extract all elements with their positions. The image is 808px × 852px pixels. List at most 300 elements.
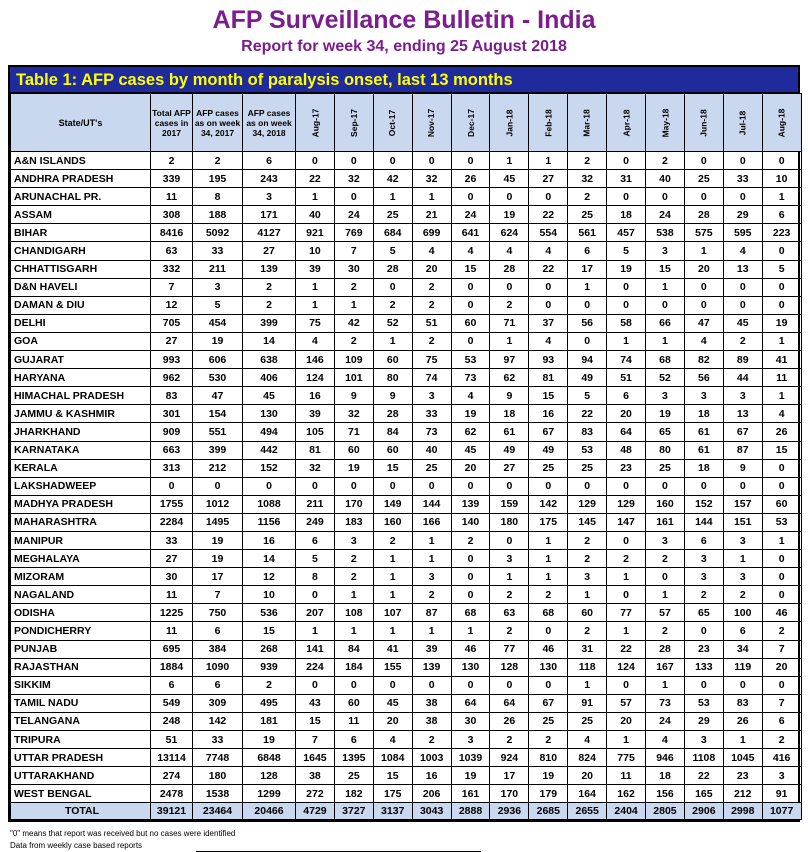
case-count-cell: 25 [529,712,568,730]
case-count-cell: 20 [762,658,801,676]
case-count-cell: 93 [529,351,568,369]
case-count-cell: 22 [684,767,723,785]
case-count-cell: 160 [373,513,412,531]
col-header-week34-2018: AFP cases as on week 34, 2018 [243,94,296,152]
case-count-cell: 25 [646,459,685,477]
table-row [11,206,802,224]
state-name-cell: NAGALAND [11,586,151,604]
case-count-cell: 0 [684,188,723,206]
case-count-cell: 699 [412,224,451,242]
case-count-cell: 18 [684,405,723,423]
case-count-cell: 108 [334,604,373,622]
case-count-cell: 162 [607,785,646,803]
case-count-cell: 1 [646,278,685,296]
case-count-cell: 46 [451,640,490,658]
case-count-cell: 18 [490,405,529,423]
case-count-cell: 0 [723,188,762,206]
case-count-cell: 207 [296,604,335,622]
case-count-cell: 60 [568,604,607,622]
case-count-cell: 87 [723,441,762,459]
case-count-cell: 2 [684,586,723,604]
case-count-cell: 3 [723,568,762,586]
table-row [11,550,802,568]
case-count-cell: 7748 [193,749,243,767]
state-name-cell: GUJARAT [11,351,151,369]
case-count-cell: 57 [646,604,685,622]
case-count-cell: 26 [490,712,529,730]
case-count-cell: 1538 [193,785,243,803]
case-count-cell: 4 [529,242,568,260]
col-header-week34-2017: AFP cases as on week 34, 2017 [193,94,243,152]
case-count-cell: 73 [646,694,685,712]
total-count-cell: 2888 [451,803,490,820]
case-count-cell: 0 [529,278,568,296]
case-count-cell: 14 [243,332,296,350]
case-count-cell: 0 [490,477,529,495]
table-row [11,785,802,803]
case-count-cell: 2 [334,550,373,568]
case-count-cell: 0 [490,188,529,206]
case-count-cell: 24 [646,712,685,730]
case-count-cell: 0 [451,477,490,495]
case-count-cell: 3 [646,242,685,260]
case-count-cell: 4 [684,332,723,350]
case-count-cell: 538 [646,224,685,242]
case-count-cell: 0 [607,296,646,314]
case-count-cell: 182 [334,785,373,803]
case-count-cell: 6 [723,622,762,640]
case-count-cell: 20 [412,260,451,278]
case-count-cell: 3 [334,531,373,549]
case-count-cell: 5092 [193,224,243,242]
month-label: Jun-18 [698,108,709,137]
table-row [11,604,802,622]
case-count-cell: 19 [607,260,646,278]
case-count-cell: 15 [243,622,296,640]
case-count-cell: 0 [529,188,568,206]
case-count-cell: 171 [243,206,296,224]
case-count-cell: 74 [412,369,451,387]
case-count-cell: 243 [243,170,296,188]
case-count-cell: 1 [646,586,685,604]
case-count-cell: 0 [451,188,490,206]
case-count-cell: 128 [243,767,296,785]
case-count-cell: 26 [451,170,490,188]
case-count-cell: 84 [373,423,412,441]
case-count-cell: 19 [193,550,243,568]
case-count-cell: 1 [373,550,412,568]
case-count-cell: 1 [607,568,646,586]
case-count-cell: 22 [529,206,568,224]
case-count-cell: 144 [684,513,723,531]
case-count-cell: 0 [646,568,685,586]
case-count-cell: 0 [723,296,762,314]
col-header-month [451,94,490,152]
case-count-cell: 2 [334,568,373,586]
case-count-cell: 2 [373,296,412,314]
case-count-cell: 161 [451,785,490,803]
state-name-cell: ODISHA [11,604,151,622]
case-count-cell: 1 [373,586,412,604]
case-count-cell: 2 [490,586,529,604]
table-row [11,278,802,296]
case-count-cell: 180 [490,513,529,531]
table-row [11,170,802,188]
case-count-cell: 140 [451,513,490,531]
table-row [11,405,802,423]
case-count-cell: 2 [373,531,412,549]
case-count-cell: 32 [296,459,335,477]
case-count-cell: 155 [373,658,412,676]
table-row [11,242,802,260]
state-name-cell: CHANDIGARH [11,242,151,260]
case-count-cell: 9 [490,387,529,405]
state-name-cell: A&N ISLANDS [11,152,151,170]
case-count-cell: 993 [151,351,193,369]
case-count-cell: 0 [193,477,243,495]
case-count-cell: 0 [684,622,723,640]
case-count-cell: 1 [490,568,529,586]
case-count-cell: 97 [490,351,529,369]
case-count-cell: 1 [412,622,451,640]
case-count-cell: 3 [412,387,451,405]
case-count-cell: 40 [412,441,451,459]
bulletin-title: AFP Surveillance Bulletin - India [212,6,596,34]
case-count-cell: 1 [412,531,451,549]
case-count-cell: 301 [151,405,193,423]
case-count-cell: 19 [762,314,801,332]
case-count-cell: 68 [529,604,568,622]
case-count-cell: 909 [151,423,193,441]
state-name-cell: CHHATTISGARH [11,260,151,278]
case-count-cell: 2 [568,531,607,549]
case-count-cell: 0 [723,676,762,694]
case-count-cell: 0 [762,550,801,568]
case-count-cell: 20 [607,712,646,730]
case-count-cell: 16 [296,387,335,405]
case-count-cell: 3 [568,568,607,586]
case-count-cell: 145 [568,513,607,531]
case-count-cell: 13114 [151,749,193,767]
state-name-cell: TELANGANA [11,712,151,730]
case-count-cell: 248 [151,712,193,730]
case-count-cell: 2 [412,332,451,350]
case-count-cell: 157 [723,495,762,513]
case-count-cell: 399 [243,314,296,332]
case-count-cell: 0 [151,477,193,495]
total-count-cell: 20466 [243,803,296,820]
case-count-cell: 2 [451,531,490,549]
case-count-cell: 1 [296,622,335,640]
case-count-cell: 154 [193,405,243,423]
table-row [11,387,802,405]
case-count-cell: 1084 [373,749,412,767]
case-count-cell: 2 [412,731,451,749]
case-count-cell: 2 [568,550,607,568]
case-count-cell: 42 [334,314,373,332]
case-count-cell: 32 [334,405,373,423]
case-count-cell: 399 [193,441,243,459]
month-label: Feb-18 [543,108,554,137]
case-count-cell: 4 [490,242,529,260]
case-count-cell: 313 [151,459,193,477]
case-count-cell: 695 [151,640,193,658]
case-count-cell: 129 [607,495,646,513]
case-count-cell: 33 [193,731,243,749]
case-count-cell: 7 [334,242,373,260]
case-count-cell: 19 [529,767,568,785]
case-count-cell: 2 [490,296,529,314]
case-count-cell: 37 [529,314,568,332]
col-header-month [568,94,607,152]
case-count-cell: 129 [568,495,607,513]
case-count-cell: 0 [412,477,451,495]
case-count-cell: 1225 [151,604,193,622]
case-count-cell: 118 [568,658,607,676]
case-count-cell: 60 [334,441,373,459]
case-count-cell: 67 [529,694,568,712]
case-count-cell: 0 [723,278,762,296]
case-count-cell: 56 [684,369,723,387]
case-count-cell: 624 [490,224,529,242]
case-count-cell: 7 [296,731,335,749]
col-header-total-2017: Total AFP cases in 2017 [151,94,193,152]
state-name-cell: GOA [11,332,151,350]
case-count-cell: 1 [646,332,685,350]
case-count-cell: 25 [684,170,723,188]
case-count-cell: 53 [684,694,723,712]
case-count-cell: 1 [762,332,801,350]
col-header-month [646,94,685,152]
case-count-cell: 551 [193,423,243,441]
case-count-cell: 28 [373,260,412,278]
case-count-cell: 63 [151,242,193,260]
case-count-cell: 1088 [243,495,296,513]
case-count-cell: 49 [490,441,529,459]
case-count-cell: 249 [296,513,335,531]
case-count-cell: 2 [151,152,193,170]
case-count-cell: 1 [412,550,451,568]
case-count-cell: 46 [762,604,801,622]
table-row [11,477,802,495]
state-name-cell: WEST BENGAL [11,785,151,803]
total-count-cell: 3043 [412,803,451,820]
case-count-cell: 45 [490,170,529,188]
case-count-cell: 67 [529,423,568,441]
case-count-cell: 51 [412,314,451,332]
case-count-cell: 1 [490,152,529,170]
table-row [11,658,802,676]
case-count-cell: 164 [568,785,607,803]
case-count-cell: 22 [607,640,646,658]
table-row [11,531,802,549]
case-count-cell: 124 [607,658,646,676]
case-count-cell: 9 [723,459,762,477]
case-count-cell: 4 [296,332,335,350]
case-count-cell: 384 [193,640,243,658]
case-count-cell: 40 [296,206,335,224]
case-count-cell: 1 [762,188,801,206]
state-name-cell: MEGHALAYA [11,550,151,568]
case-count-cell: 53 [568,441,607,459]
case-count-cell: 20 [607,405,646,423]
case-count-cell: 11 [607,767,646,785]
case-count-cell: 161 [646,513,685,531]
case-count-cell: 0 [529,477,568,495]
case-count-cell: 66 [646,314,685,332]
case-count-cell: 2 [529,586,568,604]
case-count-cell: 11 [151,622,193,640]
case-count-cell: 62 [451,423,490,441]
case-count-cell: 8 [296,568,335,586]
case-count-cell: 27 [243,242,296,260]
case-count-cell: 147 [607,513,646,531]
case-count-cell: 49 [529,441,568,459]
case-count-cell: 1 [568,278,607,296]
case-count-cell: 2 [568,152,607,170]
state-name-cell: TRIPURA [11,731,151,749]
table-row [11,586,802,604]
case-count-cell: 224 [296,658,335,676]
case-count-cell: 7 [151,278,193,296]
case-count-cell: 0 [762,676,801,694]
table-row [11,640,802,658]
case-count-cell: 15 [296,712,335,730]
case-count-cell: 769 [334,224,373,242]
table-row [11,224,802,242]
case-count-cell: 1 [684,242,723,260]
case-count-cell: 339 [151,170,193,188]
case-count-cell: 91 [762,785,801,803]
case-count-cell: 2 [334,332,373,350]
case-count-cell: 0 [451,296,490,314]
case-count-cell: 824 [568,749,607,767]
case-count-cell: 27 [529,170,568,188]
case-count-cell: 23 [607,459,646,477]
case-count-cell: 810 [529,749,568,767]
case-count-cell: 1645 [296,749,335,767]
case-count-cell: 12 [151,296,193,314]
total-count-cell: 2404 [607,803,646,820]
case-count-cell: 2 [412,278,451,296]
month-label: Sep-17 [348,108,359,137]
col-header-month [334,94,373,152]
case-count-cell: 3 [412,568,451,586]
case-count-cell: 29 [723,206,762,224]
case-count-cell: 16 [243,531,296,549]
case-count-cell: 15 [451,260,490,278]
case-count-cell: 130 [243,405,296,423]
case-count-cell: 2 [723,332,762,350]
case-count-cell: 10 [296,242,335,260]
total-row [11,803,802,820]
state-name-cell: UTTARAKHAND [11,767,151,785]
case-count-cell: 0 [529,676,568,694]
case-count-cell: 2284 [151,513,193,531]
case-count-cell: 0 [762,296,801,314]
table-row [11,152,802,170]
case-count-cell: 921 [296,224,335,242]
case-count-cell: 2 [723,586,762,604]
case-count-cell: 4127 [243,224,296,242]
state-name-cell: JAMMU & KASHMIR [11,405,151,423]
case-count-cell: 61 [684,441,723,459]
case-count-cell: 1 [296,188,335,206]
case-count-cell: 6 [334,731,373,749]
case-count-cell: 45 [451,441,490,459]
case-count-cell: 1 [334,622,373,640]
table-header-row [11,94,802,152]
state-name-cell: TAMIL NADU [11,694,151,712]
table-row [11,441,802,459]
case-count-cell: 12 [243,568,296,586]
case-count-cell: 0 [646,296,685,314]
table-row [11,314,802,332]
case-count-cell: 32 [412,170,451,188]
case-count-cell: 1395 [334,749,373,767]
case-count-cell: 561 [568,224,607,242]
case-count-cell: 3 [723,531,762,549]
case-count-cell: 61 [684,423,723,441]
case-count-cell: 0 [607,278,646,296]
case-count-cell: 83 [568,423,607,441]
case-count-cell: 0 [607,188,646,206]
case-count-cell: 1012 [193,495,243,513]
case-count-cell: 1 [373,622,412,640]
state-name-cell: D&N HAVELI [11,278,151,296]
case-count-cell: 195 [193,170,243,188]
case-count-cell: 223 [762,224,801,242]
case-count-cell: 18 [684,459,723,477]
case-count-cell: 457 [607,224,646,242]
case-count-cell: 1 [762,531,801,549]
case-count-cell: 11 [762,369,801,387]
case-count-cell: 0 [296,586,335,604]
case-count-cell: 536 [243,604,296,622]
month-label: Jan-18 [504,109,515,136]
case-count-cell: 64 [490,694,529,712]
case-count-cell: 151 [723,513,762,531]
case-count-cell: 0 [296,477,335,495]
case-count-cell: 0 [684,296,723,314]
state-name-cell: MIZORAM [11,568,151,586]
table-row [11,296,802,314]
case-count-cell: 80 [646,441,685,459]
case-count-cell: 775 [607,749,646,767]
case-count-cell: 32 [568,170,607,188]
case-count-cell: 71 [490,314,529,332]
case-count-cell: 64 [451,694,490,712]
case-count-cell: 2 [334,278,373,296]
case-count-cell: 20 [684,260,723,278]
case-count-cell: 52 [646,369,685,387]
case-count-cell: 139 [451,495,490,513]
case-count-cell: 170 [334,495,373,513]
case-count-cell: 30 [334,260,373,278]
case-count-cell: 332 [151,260,193,278]
case-count-cell: 89 [723,351,762,369]
state-name-cell: MADHYA PRADESH [11,495,151,513]
table-row [11,513,802,531]
case-count-cell: 27 [151,550,193,568]
case-count-cell: 1 [762,387,801,405]
case-count-cell: 84 [334,640,373,658]
table-title: Table 1: AFP cases by month of paralysis onset, last 13 months [10,67,798,93]
case-count-cell: 8416 [151,224,193,242]
case-count-cell: 20 [568,767,607,785]
case-count-cell: 0 [412,152,451,170]
case-count-cell: 149 [373,495,412,513]
